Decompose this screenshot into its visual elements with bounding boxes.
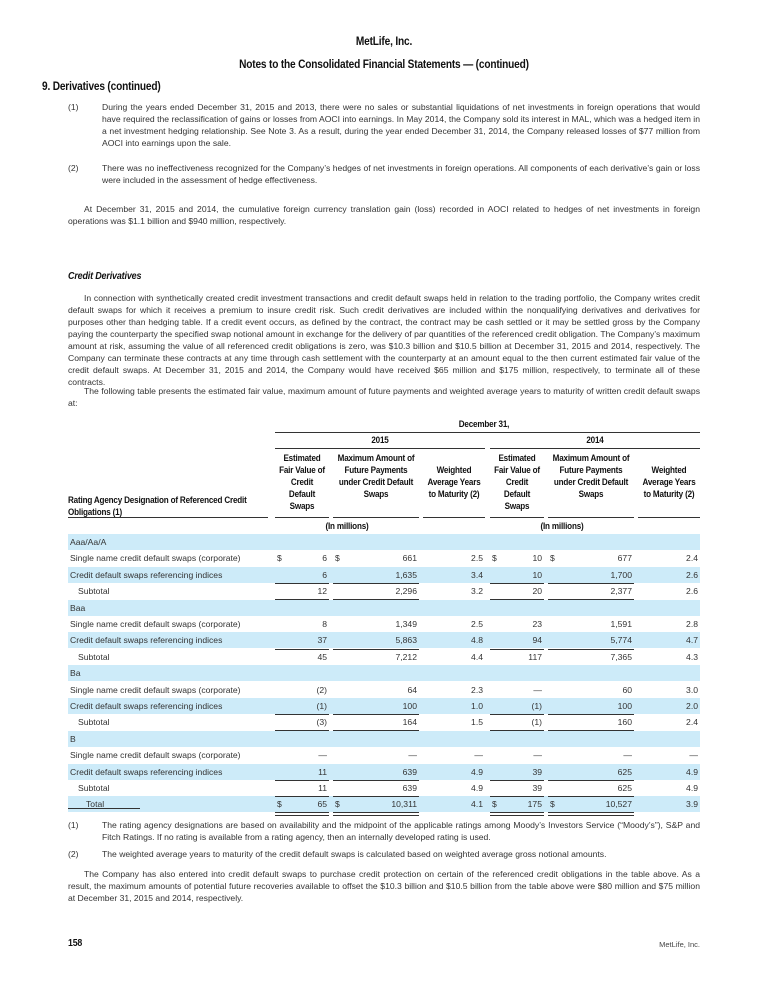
- cell-wa-maturity-2015: 4.9: [471, 766, 483, 777]
- dollar-sign: $: [550, 553, 555, 564]
- footnote-number: (1): [68, 102, 79, 112]
- cell-wa-maturity-2014: 3.0: [686, 684, 698, 695]
- cell-max-payments-2014: 60: [622, 684, 632, 695]
- header-underline: [275, 517, 329, 518]
- footnote-bottom-1: [68, 819, 700, 843]
- page-title: Notes to the Consolidated Financial Statements — (continued): [239, 59, 529, 71]
- cell-fair-value-2014: 94: [532, 635, 542, 646]
- cell-wa-maturity-2014: 4.7: [686, 635, 698, 646]
- cell-wa-maturity-2015: 2.5: [471, 553, 483, 564]
- subtotal-rule: [333, 780, 419, 781]
- row-label: Credit default swaps referencing indices: [70, 766, 223, 777]
- cell-fair-value-2015: 8: [322, 619, 327, 629]
- dollar-sign: $: [277, 799, 282, 810]
- subtotal-rule: [333, 714, 419, 715]
- cell-max-payments-2014: 1,591: [610, 619, 632, 629]
- cell-wa-maturity-2015: 4.8: [471, 635, 483, 646]
- subtotal-rule: [490, 796, 544, 797]
- header-underline: [638, 517, 700, 518]
- cell-max-payments-2014: 1,700: [610, 569, 632, 580]
- year-rule-2014: [490, 448, 700, 449]
- footer-company: MetLife, Inc.: [659, 940, 700, 949]
- header-underline: [548, 517, 634, 518]
- cell-max-payments-2014: 2,377: [610, 586, 632, 597]
- cell-wa-maturity-2014: 2.6: [686, 569, 698, 580]
- cell-fair-value-2015: 6: [322, 553, 327, 564]
- cell-max-payments-2014: 160: [617, 717, 632, 728]
- cell-fair-value-2015: 11: [318, 783, 327, 793]
- table-subtotal-row: [68, 583, 700, 599]
- cell-wa-maturity-2014: 2.6: [686, 586, 698, 597]
- cell-max-payments-2015: 1,635: [395, 569, 417, 580]
- subtotal-rule: [548, 649, 634, 650]
- header-underline: [490, 517, 544, 518]
- cell-wa-maturity-2014: 2.0: [686, 701, 698, 711]
- page-number: 158: [68, 938, 83, 949]
- cell-max-payments-2015: 100: [402, 701, 417, 711]
- year-header-2014: 2014: [586, 435, 604, 445]
- cell-wa-maturity-2015: 3.2: [471, 586, 483, 597]
- total-double-rule: [490, 812, 544, 816]
- credit-derivatives-heading: Credit Derivatives: [68, 271, 142, 282]
- section-heading: 9. Derivatives (continued): [42, 81, 161, 93]
- row-label: Single name credit default swaps (corporate): [70, 553, 241, 564]
- cell-max-payments-2015: 639: [402, 766, 417, 777]
- total-double-rule: [548, 812, 634, 816]
- cell-wa-maturity-2015: 1.0: [471, 701, 483, 711]
- col-header-fv-2015: Estimated Fair Value of Credit Default Swaps: [279, 453, 325, 511]
- cell-max-payments-2015: 7,212: [395, 651, 417, 662]
- footnote-text: The rating agency designations are based on availability and the midpoint of the applicable ratings among Moody’s Investors Service (“Moody’s”), S&P and Fitch Ratings. If no rating is available from a rating agency, then an internally developed rating is used.: [102, 820, 700, 842]
- footnote-text: The weighted average years to maturity of the credit default swaps is calculated based on weighted average gross notional amounts.: [102, 849, 607, 859]
- cell-fair-value-2015: 65: [317, 799, 327, 810]
- cell-fair-value-2014: 39: [532, 766, 542, 777]
- cell-wa-maturity-2014: 3.9: [686, 799, 698, 810]
- subtotal-rule: [275, 714, 329, 715]
- year-rule-2015: [275, 448, 485, 449]
- cell-wa-maturity-2014: 2.4: [686, 717, 698, 728]
- cell-wa-maturity-2014: —: [689, 750, 698, 761]
- subtotal-rule: [490, 583, 544, 584]
- table-row: [68, 682, 700, 698]
- cell-wa-maturity-2014: 4.9: [686, 766, 698, 777]
- cell-fair-value-2014: 10: [532, 569, 542, 580]
- cell-fair-value-2015: (2): [316, 684, 327, 695]
- cell-fair-value-2014: —: [533, 684, 542, 695]
- footnote-number: (2): [68, 163, 79, 173]
- subtotal-rule: [548, 714, 634, 715]
- dollar-sign: $: [277, 553, 282, 564]
- footnote-text: There was no ineffectiveness recognized for the Company’s hedges of net investments in foreign operations. All components of each derivative’s gain or loss were included in the assessment of hedge effectiveness.: [102, 163, 700, 185]
- subtotal-rule: [275, 649, 329, 650]
- header-underline: [333, 517, 419, 518]
- cell-max-payments-2015: 64: [407, 684, 417, 695]
- subtotal-rule: [333, 796, 419, 797]
- header-underline: [423, 517, 485, 518]
- cell-max-payments-2014: 5,774: [610, 635, 632, 646]
- cell-fair-value-2014: (1): [531, 701, 542, 711]
- cell-fair-value-2015: 6: [322, 569, 327, 580]
- cell-max-payments-2014: 7,365: [610, 651, 632, 662]
- cell-wa-maturity-2014: 4.3: [686, 651, 698, 662]
- cell-wa-maturity-2014: 2.8: [686, 619, 698, 629]
- table-row: [68, 567, 700, 583]
- cell-wa-maturity-2015: 2.3: [471, 684, 483, 695]
- cell-max-payments-2014: 625: [617, 783, 632, 793]
- cell-fair-value-2015: —: [318, 750, 327, 761]
- cell-wa-maturity-2014: 2.4: [686, 553, 698, 564]
- footnote-number: (1): [68, 820, 79, 830]
- cell-fair-value-2014: 39: [532, 783, 542, 793]
- subtotal-rule: [548, 583, 634, 584]
- dollar-sign: $: [335, 799, 340, 810]
- dollar-sign: $: [335, 553, 340, 564]
- row-label: Credit default swaps referencing indices: [70, 569, 223, 580]
- row-label: Credit default swaps referencing indices: [70, 701, 223, 711]
- cell-wa-maturity-2014: 4.9: [686, 783, 698, 793]
- cell-wa-maturity-2015: 4.1: [471, 799, 483, 810]
- cell-max-payments-2014: —: [623, 750, 632, 761]
- row-label: B: [70, 733, 76, 744]
- cell-max-payments-2015: 10,311: [391, 799, 417, 810]
- period-header: December 31,: [458, 419, 510, 429]
- cell-fair-value-2015: (3): [316, 717, 327, 728]
- table-group-row: [68, 731, 700, 747]
- row-label: Subtotal: [78, 586, 110, 597]
- row-label: Baa: [70, 602, 86, 613]
- translation-paragraph: At December 31, 2015 and 2014, the cumulative foreign currency translation gain (loss) recorded in AOCI related to hedges of net investments in foreign operations was $1.1 billion and $940 million, respectively.: [68, 204, 700, 226]
- table-row: [68, 698, 700, 714]
- row-label: Single name credit default swaps (corporate): [70, 619, 241, 629]
- cell-max-payments-2015: 1,349: [395, 619, 417, 629]
- header-rule: [275, 432, 700, 433]
- cell-max-payments-2014: 677: [617, 553, 632, 564]
- table-intro-paragraph: The following table presents the estimated fair value, maximum amount of future payments and weighted average years to maturity of written credit default swaps at:: [68, 386, 700, 408]
- cell-max-payments-2015: 2,296: [395, 586, 417, 597]
- row-label: Subtotal: [78, 783, 110, 793]
- row-label: Aaa/Aa/A: [70, 537, 107, 547]
- dollar-sign: $: [492, 799, 497, 810]
- cell-wa-maturity-2015: 4.9: [471, 783, 483, 793]
- dollar-sign: $: [492, 553, 497, 564]
- table-row: [68, 550, 700, 566]
- table-row: [68, 747, 700, 763]
- subtotal-rule: [490, 649, 544, 650]
- footnote-divider: [68, 808, 140, 809]
- table-subtotal-row: [68, 780, 700, 796]
- subtotal-rule: [275, 796, 329, 797]
- cell-max-payments-2015: 164: [402, 717, 417, 728]
- subtotal-rule: [490, 714, 544, 715]
- cell-max-payments-2015: 5,863: [395, 635, 417, 646]
- cell-max-payments-2014: 10,527: [605, 799, 632, 810]
- row-label: Total: [86, 799, 105, 810]
- row-label: Credit default swaps referencing indices: [70, 635, 223, 646]
- table-subtotal-row: [68, 649, 700, 665]
- table-group-row: [68, 665, 700, 681]
- cell-max-payments-2015: —: [408, 750, 417, 761]
- footnote-bottom-2: [68, 848, 700, 860]
- col-header-wa-2015: Weighted Average Years to Maturity (2): [427, 465, 481, 499]
- table-total-row: [68, 796, 700, 812]
- footnote-number: (2): [68, 849, 79, 859]
- cell-fair-value-2015: 37: [317, 635, 327, 646]
- row-label: Subtotal: [78, 717, 110, 728]
- cell-fair-value-2014: (1): [531, 717, 542, 728]
- row-header: Rating Agency Designation of Referenced Credit Obligations (1): [68, 495, 247, 517]
- cell-fair-value-2014: 117: [528, 651, 542, 662]
- cell-fair-value-2014: 20: [532, 586, 542, 597]
- cell-fair-value-2015: (1): [316, 701, 327, 711]
- cell-fair-value-2015: 12: [317, 586, 327, 597]
- cell-fair-value-2014: 10: [532, 553, 542, 564]
- col-header-fv-2014: Estimated Fair Value of Credit Default Swaps: [494, 453, 540, 511]
- header-underline: [68, 517, 268, 518]
- cell-fair-value-2014: 175: [527, 799, 542, 810]
- cell-max-payments-2015: 639: [402, 783, 417, 793]
- cell-fair-value-2015: 11: [318, 766, 327, 777]
- subtotal-rule: [333, 649, 419, 650]
- subtotal-rule: [333, 583, 419, 584]
- cell-fair-value-2015: 45: [317, 651, 327, 662]
- subtotal-rule: [275, 583, 329, 584]
- closing-paragraph: The Company has also entered into credit default swaps to purchase credit protection on certain of the referenced credit obligations in the table above. As a result, the maximum amounts of potential future recoveries available to offset the $10.3 billion and $10.5 billion from the table above were $80 million and $75 million at December 31, 2015 and 2014, respectively.: [68, 869, 700, 903]
- cell-max-payments-2014: 100: [617, 701, 632, 711]
- subtotal-rule: [275, 780, 329, 781]
- cell-max-payments-2015: 661: [402, 553, 417, 564]
- subtotal-rule: [490, 780, 544, 781]
- footnote-top-1: [68, 101, 700, 149]
- year-header-2015: 2015: [371, 435, 389, 445]
- subtotal-rule: [548, 796, 634, 797]
- table-row: [68, 632, 700, 648]
- cell-wa-maturity-2015: 1.5: [471, 717, 483, 728]
- row-label: Ba: [70, 668, 81, 679]
- credit-derivatives-paragraph: In connection with synthetically created credit investment transactions and credit default swaps held in relation to the trading portfolio, the Company writes credit default swaps for which it receives a premium to insure credit risk. Such credit derivatives are included within the nonqualifying derivatives and derivatives for purposes other than hedging table. If a credit event occurs, as defined by the contract, the contract may be cash settled or it may be settled gross by the Company paying the counterparty the specified swap notional amount in exchange for the delivery of par quantities of the referenced credit obligation. The Company’s maximum amount at risk, assuming the value of all referenced credit obligations is zero, was $10.3 billion and $10.5 billion at December 31, 2015 and 2014, respectively. The Company can terminate these contracts at any time through cash settlement with the counterparty at an amount equal to the then current estimated fair value of the credit default swaps. At December 31, 2015 and 2014, the Company would have received $65 million and $175 million, respectively, to terminate all of these contracts.: [68, 293, 700, 387]
- company-header: MetLife, Inc.: [355, 36, 413, 48]
- cell-wa-maturity-2015: 2.5: [471, 619, 483, 629]
- table-subtotal-row: [68, 714, 700, 730]
- table-group-row: [68, 534, 700, 550]
- total-double-rule: [333, 812, 419, 816]
- units-label-2014: (In millions): [540, 521, 584, 531]
- cell-fair-value-2014: 23: [532, 619, 542, 629]
- footnote-text: During the years ended December 31, 2015 and 2013, there were no sales or substantial liquidations of net investments in foreign operations that would have required the reclassification of gains or losses from AOCI into earnings. In May 2014, the Company sold its interest in MAL, which was a hedged item in a net investment hedging relationship. See Note 3. As a result, during the year ended December 31, 2014, the Company released losses of $77 million from AOCI into earnings upon the sale.: [102, 102, 700, 148]
- footnote-top-2: [68, 162, 700, 186]
- col-header-max-2015: Maximum Amount of Future Payments under Credit Default Swaps: [337, 453, 415, 499]
- col-header-max-2014: Maximum Amount of Future Payments under Credit Default Swaps: [552, 453, 630, 499]
- row-label: Subtotal: [78, 651, 110, 662]
- total-double-rule: [275, 812, 329, 816]
- row-label: Single name credit default swaps (corporate): [70, 684, 241, 695]
- table-group-row: [68, 600, 700, 616]
- table-row: [68, 764, 700, 780]
- cell-wa-maturity-2015: —: [474, 750, 483, 761]
- dollar-sign: $: [550, 799, 555, 810]
- cell-wa-maturity-2015: 4.4: [471, 651, 483, 662]
- table-row: [68, 616, 700, 632]
- cell-max-payments-2014: 625: [617, 766, 632, 777]
- cell-fair-value-2014: —: [533, 750, 542, 761]
- row-label: Single name credit default swaps (corporate): [70, 750, 241, 761]
- cell-wa-maturity-2015: 3.4: [471, 569, 483, 580]
- subtotal-rule: [548, 780, 634, 781]
- col-header-wa-2014: Weighted Average Years to Maturity (2): [642, 465, 696, 499]
- units-label-2015: (In millions): [325, 521, 369, 531]
